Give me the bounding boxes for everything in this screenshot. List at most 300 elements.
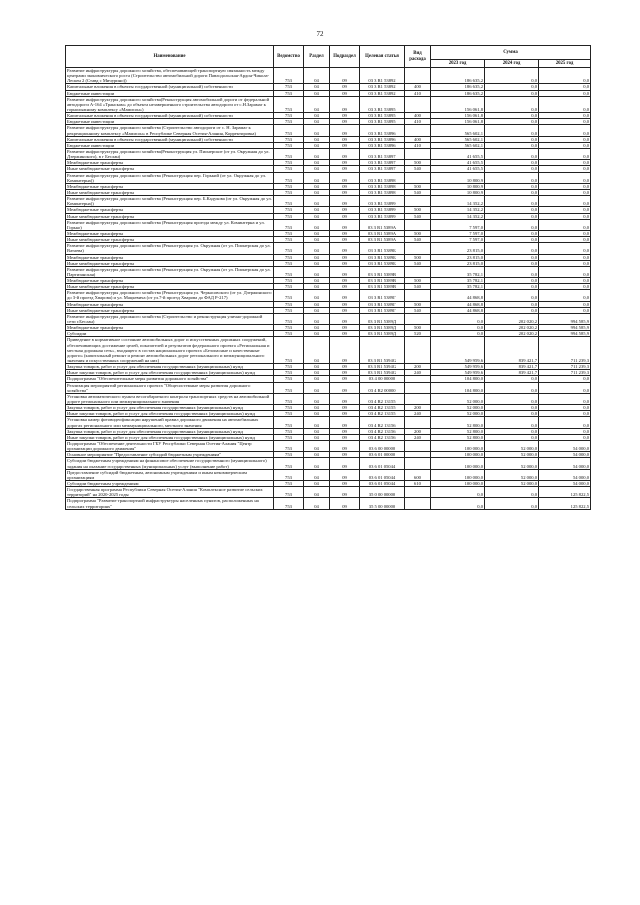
row-vid-raskhoda: 500 — [405, 278, 431, 284]
row-tselevaya-statya: 03 6 01 05044 — [360, 458, 405, 469]
row-sum-2024: 0,0 — [485, 230, 539, 236]
row-name: Межбюджетные трансферты — [66, 183, 274, 189]
row-podrazdel: 09 — [330, 382, 360, 393]
row-name: Развитие инфраструктуры дорожного хозяйства (Реконструкция ул. Черкасовского (от ул. Дзержинского до 3-й проезд Хварова) и ул. Мацкевича (от ул.7-й проезд Хварова до ФАД Р-217) — [67, 290, 272, 301]
row-vid-raskhoda: 540 — [405, 189, 431, 195]
row-sum-2024: 0,0 — [485, 237, 539, 243]
row-tselevaya-statya: 03 3 R1 5394G — [360, 337, 405, 364]
row-vedomstvo: 753 — [274, 125, 304, 136]
row-tselevaya-statya: 03 3 R1 5389Д — [360, 331, 405, 337]
row-sum-2023: 100 000,0 — [431, 469, 485, 480]
row-name: Развитие инфраструктуры дорожного хозяйства (Строительство и реконструкция улично-дорожной сети г.Беслан) — [66, 313, 274, 324]
row-tselevaya-statya: 03 3 R1 5389Г — [360, 301, 405, 307]
header-2024: 2024 год — [485, 60, 539, 68]
budget-table — [65, 45, 591, 510]
table-row — [66, 243, 591, 254]
row-tselevaya-statya: 03 4 R2 13155 — [360, 411, 405, 417]
row-podrazdel: 09 — [330, 370, 360, 376]
row-name: Капитальные вложения в объекты государственной (муниципальной) собственности — [66, 136, 274, 142]
header-summa: Сумма — [431, 46, 591, 60]
row-podrazdel: 09 — [330, 166, 360, 172]
row-vid-raskhoda — [405, 313, 431, 324]
row-sum-2024: 0,0 — [485, 278, 539, 284]
row-podrazdel: 09 — [330, 337, 360, 364]
row-vedomstvo: 753 — [274, 166, 304, 172]
row-podrazdel: 09 — [330, 487, 360, 498]
row-tselevaya-statya: 03 3 R1 53895 — [360, 96, 405, 112]
row-sum-2025: 994 585,9 — [539, 331, 591, 337]
row-vid-raskhoda — [405, 148, 431, 159]
row-vedomstvo: 753 — [274, 313, 304, 324]
row-sum-2024: 0,0 — [485, 411, 539, 417]
row-razdel: 04 — [304, 498, 330, 509]
row-sum-2023: 156 061,8 — [431, 96, 485, 112]
row-sum-2025: 0,0 — [539, 213, 591, 219]
table-row — [66, 196, 591, 207]
row-vedomstvo: 753 — [274, 207, 304, 213]
row-name: Приведение в нормативное состояние автомобильных дорог и искусственных дорожных сооружений, обеспечивающих достижение целей, показателей и результатов федерального проекта «Региональная и местная дорожная сеть», входящего в состав национального проекта «Безопасные и качественные дороги» (капитальный ремонт и ремонт автомобильных дорог регионального и межмуниципального значения и искусственных сооружений на них) — [66, 337, 274, 364]
table-row — [66, 68, 591, 84]
row-sum-2025: 0,0 — [539, 125, 591, 136]
row-tselevaya-statya: 03 3 R1 5389А — [360, 237, 405, 243]
row-sum-2025: 0,0 — [539, 207, 591, 213]
row-sum-2023: 14 352,2 — [431, 213, 485, 219]
row-name: Закупка товаров, работ и услуг для обеспечения государственных (муниципальных) нужд — [66, 405, 274, 411]
row-name: Субсидии бюджетным учреждениям на финансовое обеспечение государственного (муниципального) задания на оказание государственных (муниципальных) услуг (выполнение работ) — [66, 458, 274, 469]
row-sum-2023: 7 597,0 — [431, 237, 485, 243]
row-sum-2023: 565 602,1 — [431, 125, 485, 136]
row-sum-2024: 0,0 — [485, 166, 539, 172]
row-vedomstvo: 753 — [274, 411, 304, 417]
row-name: Межбюджетные трансферты — [66, 301, 274, 307]
row-sum-2025: 0,0 — [539, 189, 591, 195]
row-name: Иные закупки товаров, работ и услуг для обеспечения государственных (муниципальных) нужд — [66, 434, 274, 440]
row-sum-2025: 125 822,5 — [539, 487, 591, 498]
table-row — [66, 148, 591, 159]
row-sum-2023: 104 800,0 — [431, 376, 485, 382]
row-tselevaya-statya: 03 4 R2 13156 — [360, 428, 405, 434]
row-podrazdel: 09 — [330, 254, 360, 260]
row-razdel: 04 — [304, 331, 330, 337]
table-row — [66, 382, 591, 393]
row-vid-raskhoda — [405, 125, 431, 136]
row-razdel: 04 — [304, 370, 330, 376]
row-sum-2024: 52 000,0 — [485, 458, 539, 469]
row-sum-2025: 994 585,9 — [539, 313, 591, 324]
row-sum-2025: 0,0 — [539, 301, 591, 307]
row-razdel: 04 — [304, 260, 330, 266]
row-vid-raskhoda — [405, 243, 431, 254]
row-vedomstvo: 753 — [274, 393, 304, 404]
row-podrazdel: 09 — [330, 405, 360, 411]
row-sum-2024: 0,0 — [485, 136, 539, 142]
row-sum-2025: 0,0 — [539, 393, 591, 404]
row-sum-2023: 41 655,5 — [431, 160, 485, 166]
row-razdel: 04 — [304, 196, 330, 207]
table-row — [66, 469, 591, 480]
row-tselevaya-statya: 03 3 R1 53899 — [360, 207, 405, 213]
row-name: Бюджетные инвестиции — [66, 119, 274, 125]
row-sum-2024: 52 000,0 — [485, 469, 539, 480]
row-razdel: 04 — [304, 230, 330, 236]
row-name: Субсидии бюджетным учреждениям — [66, 480, 274, 486]
row-sum-2023: 35 782,1 — [431, 284, 485, 290]
row-sum-2025: 0,0 — [539, 290, 591, 301]
row-name: Капитальные вложения в объекты государственной (муниципальной) собственности — [66, 84, 274, 90]
row-vid-raskhoda: 500 — [405, 230, 431, 236]
row-sum-2025: 0,0 — [539, 84, 591, 90]
row-tselevaya-statya: 03 3 R1 5389А — [360, 230, 405, 236]
row-sum-2023: 0,0 — [431, 498, 485, 509]
row-name: Межбюджетные трансферты — [66, 325, 274, 331]
row-tselevaya-statya: 03 3 R1 5389Б — [360, 254, 405, 260]
row-podrazdel: 09 — [330, 417, 360, 428]
row-sum-2023: 44 868,8 — [431, 301, 485, 307]
row-vid-raskhoda — [405, 458, 431, 469]
row-vedomstvo: 753 — [274, 405, 304, 411]
row-tselevaya-statya: 03 4 R2 13155 — [360, 405, 405, 411]
row-podrazdel: 09 — [330, 189, 360, 195]
row-sum-2025: 0,0 — [539, 260, 591, 266]
row-tselevaya-statya: 03 3 R1 53892 — [360, 90, 405, 96]
row-sum-2023: 100 000,0 — [431, 480, 485, 486]
row-sum-2023: 7 597,0 — [431, 219, 485, 230]
row-name: Развитие инфраструктуры дорожного хозяйства(Реконструкция автомобильной дороги от федеральной автодороги А-164 «Транскам» до объекта незавершенного строительства автодороги от с.Н.Зарамаг к горнолыжному комплексу «Мамисон») — [66, 96, 274, 112]
header-tselevaya-statya: Целевая статья — [360, 46, 405, 68]
row-sum-2025: 0,0 — [539, 166, 591, 172]
row-name: Развитие инфраструктуры дорожного хозяйства (Реконструкция ул. Окружная (от ул. Пионерская до ул. Ватаева) — [66, 243, 274, 254]
row-razdel: 04 — [304, 405, 330, 411]
row-name: Реализация мероприятий регионального проекта "Общесистемные меры развития дорожного хозяйства" — [66, 382, 274, 393]
row-sum-2023: 186 635,2 — [431, 68, 485, 84]
row-sum-2024: 0,0 — [485, 90, 539, 96]
row-vid-raskhoda — [405, 172, 431, 183]
row-tselevaya-statya: 03 3 R1 5394G — [360, 364, 405, 370]
table-row — [66, 458, 591, 469]
header-2023: 2023 год — [431, 60, 485, 68]
row-razdel: 04 — [304, 189, 330, 195]
row-sum-2023: 52 800,0 — [431, 434, 485, 440]
row-vid-raskhoda — [405, 441, 431, 452]
row-tselevaya-statya: 03 3 R1 53897 — [360, 148, 405, 159]
row-vid-raskhoda: 520 — [405, 331, 431, 337]
row-razdel: 04 — [304, 376, 330, 382]
page-number: 72 — [316, 30, 324, 38]
row-tselevaya-statya: 03 3 R1 5394G — [360, 370, 405, 376]
row-sum-2025: 0,0 — [539, 243, 591, 254]
row-sum-2024: 0,0 — [485, 172, 539, 183]
row-razdel: 04 — [304, 183, 330, 189]
row-vedomstvo: 753 — [274, 160, 304, 166]
row-sum-2023: 35 782,1 — [431, 278, 485, 284]
row-podrazdel: 09 — [330, 142, 360, 148]
row-sum-2025: 0,0 — [539, 142, 591, 148]
row-sum-2025: 54 000,0 — [539, 441, 591, 452]
row-sum-2025: 711 239,3 — [539, 337, 591, 364]
row-podrazdel: 09 — [330, 411, 360, 417]
row-tselevaya-statya: 03 3 R1 5389В — [360, 278, 405, 284]
row-vedomstvo: 753 — [274, 96, 304, 112]
row-podrazdel: 09 — [330, 434, 360, 440]
row-name: Иные закупки товаров, работ и услуг для обеспечения государственных (муниципальных) нужд — [66, 370, 274, 376]
row-sum-2023: 52 000,0 — [431, 405, 485, 411]
row-tselevaya-statya: 03 3 R1 5389В — [360, 266, 405, 277]
row-vedomstvo: 753 — [274, 452, 304, 458]
row-name: Иные межбюджетные трансферты — [66, 213, 274, 219]
row-sum-2025: 0,0 — [539, 172, 591, 183]
row-vedomstvo: 753 — [274, 142, 304, 148]
row-razdel: 04 — [304, 84, 330, 90]
row-tselevaya-statya: 03 3 R1 5389А — [360, 219, 405, 230]
row-vedomstvo: 753 — [274, 301, 304, 307]
header-vedomstvo: Ведомство — [274, 46, 304, 68]
row-vid-raskhoda — [405, 417, 431, 428]
row-razdel: 04 — [304, 458, 330, 469]
row-podrazdel: 09 — [330, 230, 360, 236]
row-vedomstvo: 753 — [274, 487, 304, 498]
row-vedomstvo: 753 — [274, 290, 304, 301]
row-razdel: 04 — [304, 243, 330, 254]
row-sum-2024: 52 000,0 — [485, 441, 539, 452]
row-sum-2024: 0,0 — [485, 254, 539, 260]
row-sum-2023: 23 815,0 — [431, 254, 485, 260]
row-vid-raskhoda — [405, 196, 431, 207]
row-vedomstvo: 753 — [274, 219, 304, 230]
table-row — [66, 498, 591, 509]
row-vedomstvo: 753 — [274, 213, 304, 219]
row-podrazdel: 09 — [330, 183, 360, 189]
row-vedomstvo: 753 — [274, 278, 304, 284]
row-sum-2024: 0,0 — [485, 376, 539, 382]
row-podrazdel: 09 — [330, 301, 360, 307]
row-sum-2024: 0,0 — [485, 498, 539, 509]
row-vid-raskhoda: 540 — [405, 260, 431, 266]
row-sum-2024: 0,0 — [485, 301, 539, 307]
row-name: Иные межбюджетные трансферты — [66, 189, 274, 195]
row-tselevaya-statya: 35 0 00 00000 — [360, 487, 405, 498]
row-vedomstvo: 753 — [274, 428, 304, 434]
row-sum-2024: 0,0 — [485, 243, 539, 254]
table-row — [66, 290, 591, 301]
row-sum-2025: 54 000,0 — [539, 458, 591, 469]
row-razdel: 04 — [304, 213, 330, 219]
row-razdel: 04 — [304, 266, 330, 277]
header-razdel: Раздел — [304, 46, 330, 68]
row-vedomstvo: 753 — [274, 148, 304, 159]
row-name: Иные межбюджетные трансферты — [66, 237, 274, 243]
row-tselevaya-statya: 03 4 R2 13156 — [360, 417, 405, 428]
row-tselevaya-statya: 03 3 R1 5389Г — [360, 307, 405, 313]
row-podrazdel: 09 — [330, 452, 360, 458]
header-name: Наименование — [66, 46, 274, 68]
row-razdel: 04 — [304, 148, 330, 159]
row-vedomstvo: 753 — [274, 183, 304, 189]
row-vedomstvo: 753 — [274, 230, 304, 236]
row-tselevaya-statya: 03 6 00 00000 — [360, 441, 405, 452]
row-razdel: 04 — [304, 119, 330, 125]
row-vedomstvo: 753 — [274, 458, 304, 469]
row-podrazdel: 09 — [330, 125, 360, 136]
row-tselevaya-statya: 03 3 R1 5389Б — [360, 260, 405, 266]
row-podrazdel: 09 — [330, 260, 360, 266]
row-podrazdel: 09 — [330, 364, 360, 370]
row-sum-2024: 0,0 — [485, 68, 539, 84]
row-sum-2023: 549 959,6 — [431, 337, 485, 364]
row-podrazdel: 09 — [330, 393, 360, 404]
row-podrazdel: 09 — [330, 96, 360, 112]
row-vid-raskhoda: 540 — [405, 166, 431, 172]
row-podrazdel: 09 — [330, 213, 360, 219]
row-razdel: 04 — [304, 237, 330, 243]
row-tselevaya-statya: 03 3 R1 53898 — [360, 183, 405, 189]
row-vedomstvo: 753 — [274, 337, 304, 364]
row-vid-raskhoda: 540 — [405, 284, 431, 290]
row-podrazdel: 09 — [330, 237, 360, 243]
row-sum-2023: 52 800,0 — [431, 417, 485, 428]
row-vid-raskhoda: 500 — [405, 160, 431, 166]
row-sum-2025: 0,0 — [539, 278, 591, 284]
row-sum-2023: 44 868,8 — [431, 290, 485, 301]
row-razdel: 04 — [304, 219, 330, 230]
row-vedomstvo: 753 — [274, 480, 304, 486]
row-vid-raskhoda — [405, 487, 431, 498]
row-name: Иные межбюджетные трансферты — [66, 307, 274, 313]
row-sum-2025: 54 000,0 — [539, 469, 591, 480]
row-sum-2025: 0,0 — [539, 376, 591, 382]
table-row — [66, 125, 591, 136]
row-podrazdel: 09 — [330, 207, 360, 213]
row-podrazdel: 09 — [330, 458, 360, 469]
row-name: Установка камер фотовидеофиксации нарушений правил дорожного движения на автомобильных дорогах регионального или межмуниципального, местного значения — [66, 417, 274, 428]
row-tselevaya-statya: 03 3 R1 5389Д — [360, 325, 405, 331]
row-vedomstvo: 753 — [274, 119, 304, 125]
row-sum-2024: 0,0 — [485, 196, 539, 207]
row-name: Субсидии — [66, 331, 274, 337]
row-razdel: 04 — [304, 313, 330, 324]
row-sum-2023: 7 597,0 — [431, 230, 485, 236]
row-tselevaya-statya: 35 5 00 00000 — [360, 498, 405, 509]
row-vedomstvo: 753 — [274, 284, 304, 290]
row-tselevaya-statya: 03 3 R1 53898 — [360, 189, 405, 195]
row-sum-2024: 0,0 — [485, 393, 539, 404]
row-vid-raskhoda — [405, 498, 431, 509]
row-sum-2023: 10 800,9 — [431, 189, 485, 195]
row-vid-raskhoda — [405, 290, 431, 301]
row-razdel: 04 — [304, 290, 330, 301]
row-name: Развитие инфраструктуры дорожного хозяйства (Реконструкция пер. Б.Кадукова (от ул. Окружная до ул. Коминтерна)) — [67, 196, 272, 207]
row-podrazdel: 09 — [330, 376, 360, 382]
row-vedomstvo: 753 — [274, 417, 304, 428]
row-vid-raskhoda: 400 — [405, 136, 431, 142]
row-tselevaya-statya: 03 3 R1 53896 — [360, 136, 405, 142]
row-sum-2025: 0,0 — [539, 266, 591, 277]
row-vedomstvo: 753 — [274, 441, 304, 452]
row-vid-raskhoda — [405, 96, 431, 112]
row-tselevaya-statya: 03 3 R1 5389Г — [360, 290, 405, 301]
row-vid-raskhoda — [405, 393, 431, 404]
row-vedomstvo: 753 — [274, 254, 304, 260]
row-tselevaya-statya: 03 3 R1 5389Б — [360, 243, 405, 254]
row-vid-raskhoda: 200 — [405, 428, 431, 434]
row-sum-2024: 0,0 — [485, 84, 539, 90]
row-name: Развитие инфраструктуры дорожного хозяйства (Строительство автодороги от с. Н. Зарамаг к рекреационному комплексу «Мамисон» в Республике Северная Осетия-Алания, Корректировка) — [66, 125, 274, 136]
row-sum-2025: 0,0 — [539, 284, 591, 290]
row-tselevaya-statya: 03 3 R1 53896 — [360, 142, 405, 148]
row-tselevaya-statya: 03 3 R1 53897 — [360, 160, 405, 166]
row-tselevaya-statya: 03 4 R2 13156 — [360, 434, 405, 440]
row-vid-raskhoda: 500 — [405, 183, 431, 189]
row-razdel: 04 — [304, 382, 330, 393]
row-name: Подпрограмма "Обеспечение деятельности ГБУ Республики Северная Осетия-Алания "Центр организации дорожного движения" — [66, 441, 274, 452]
row-razdel: 04 — [304, 393, 330, 404]
row-vedomstvo: 753 — [274, 172, 304, 183]
row-sum-2024: 0,0 — [485, 142, 539, 148]
row-sum-2025: 0,0 — [539, 411, 591, 417]
row-vid-raskhoda — [405, 382, 431, 393]
row-sum-2025: 125 822,5 — [539, 498, 591, 509]
row-vedomstvo: 753 — [274, 325, 304, 331]
row-sum-2023: 52 000,0 — [431, 393, 485, 404]
row-name: Капитальные вложения в объекты государственной (муниципальной) собственности — [66, 113, 274, 119]
row-sum-2024: 839 421,7 — [485, 370, 539, 376]
row-vid-raskhoda: 200 — [405, 364, 431, 370]
row-sum-2025: 54 000,0 — [539, 480, 591, 486]
row-podrazdel: 09 — [330, 68, 360, 84]
row-razdel: 04 — [304, 254, 330, 260]
row-sum-2025: 0,0 — [539, 219, 591, 230]
row-vedomstvo: 753 — [274, 376, 304, 382]
row-vedomstvo: 753 — [274, 90, 304, 96]
row-podrazdel: 09 — [330, 325, 360, 331]
row-name: Иные межбюджетные трансферты — [66, 284, 274, 290]
row-sum-2025: 0,0 — [539, 113, 591, 119]
row-razdel: 04 — [304, 166, 330, 172]
row-sum-2025: 0,0 — [539, 160, 591, 166]
row-razdel: 04 — [304, 441, 330, 452]
row-vedomstvo: 753 — [274, 136, 304, 142]
row-tselevaya-statya: 03 3 R1 53892 — [360, 68, 405, 84]
row-sum-2024: 0,0 — [485, 382, 539, 393]
row-razdel: 04 — [304, 125, 330, 136]
row-sum-2023: 565 602,1 — [431, 142, 485, 148]
row-vid-raskhoda — [405, 337, 431, 364]
row-vid-raskhoda — [405, 219, 431, 230]
row-sum-2024: 0,0 — [485, 266, 539, 277]
row-sum-2025: 711 239,3 — [539, 364, 591, 370]
row-sum-2024: 0,0 — [485, 417, 539, 428]
row-vid-raskhoda: 610 — [405, 480, 431, 486]
row-name: Межбюджетные трансферты — [66, 254, 274, 260]
row-tselevaya-statya: 03 3 R1 53898 — [360, 172, 405, 183]
row-podrazdel: 09 — [330, 172, 360, 183]
row-name: Подпрограмма "Обеспечительные меры развития дорожного хозяйства" — [66, 376, 274, 382]
row-sum-2024: 202 020,2 — [485, 313, 539, 324]
row-razdel: 04 — [304, 301, 330, 307]
row-sum-2023: 52 000,0 — [431, 411, 485, 417]
row-name: Развитие инфраструктуры дорожного хозяйства (Реконструкция проезда между ул. Коминтерна и ул. Горько) — [66, 219, 274, 230]
row-sum-2024: 0,0 — [485, 160, 539, 166]
row-vedomstvo: 753 — [274, 113, 304, 119]
row-vedomstvo: 753 — [274, 68, 304, 84]
row-sum-2024: 0,0 — [485, 284, 539, 290]
row-podrazdel: 09 — [330, 90, 360, 96]
row-tselevaya-statya: 03 6 01 00000 — [360, 452, 405, 458]
row-sum-2023: 0,0 — [431, 313, 485, 324]
row-vid-raskhoda: 240 — [405, 411, 431, 417]
row-podrazdel: 09 — [330, 113, 360, 119]
row-sum-2023: 156 061,8 — [431, 119, 485, 125]
row-sum-2024: 0,0 — [485, 183, 539, 189]
